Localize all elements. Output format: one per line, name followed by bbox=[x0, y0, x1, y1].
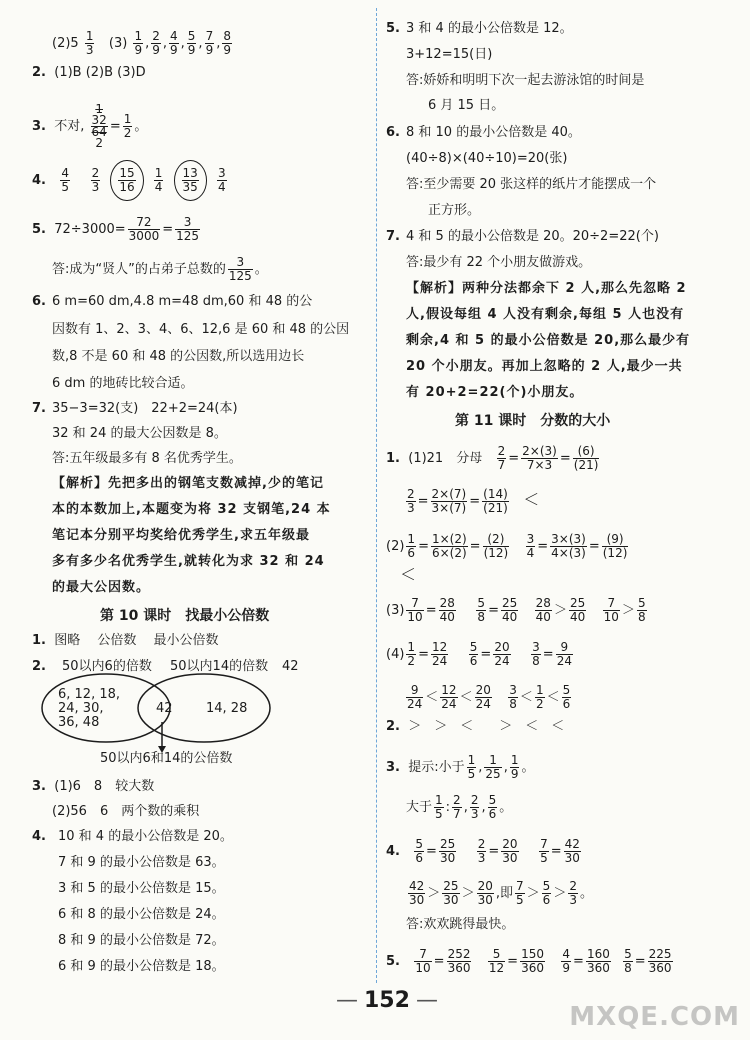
s11-line: $\frac{2}{3}$ = $\frac{2\times(7)}{3\times(7)}$ = $\frac{(14)}{(21)}$ ＜ bbox=[407, 487, 540, 515]
s11-answer-5: 5. $\frac{7}{10}$ = $\frac{252}{360}$ $\frac{5}{12}$ = $\frac{150}{360}$ $\frac{4}{9}$ = $\frac{160}{360}$ $\frac{5}{8}$ = $\frac{225}{360}$ bbox=[386, 947, 672, 975]
r7-line: 答:最少有 22 个小朋友做游戏。 bbox=[406, 255, 592, 270]
answer-6-line: 6 m=60 dm,4.8 m=48 dm,60 和 48 的公 bbox=[52, 294, 313, 309]
venn-right-set: 14, 28 bbox=[206, 701, 248, 716]
s11-answer-2: 2. ＞ ＞ ＜ ＞ ＜ ＜ bbox=[386, 719, 565, 734]
s10-answer-3b: (2)56 6 两个数的乘积 bbox=[52, 804, 200, 819]
analysis-line: 的最大公因数。 bbox=[52, 580, 151, 595]
s10-answer-3: 3. (1)6 8 较大数 bbox=[32, 779, 155, 794]
r6-line: 8 和 10 的最小公倍数是 40。 bbox=[406, 125, 581, 140]
lcm-line: 8 和 9 的最小公倍数是 72。 bbox=[58, 933, 225, 948]
analysis-line: 多有多少名优秀学生,就转化为求 32 和 24 bbox=[52, 554, 325, 569]
r5-line: 3 和 4 的最小公倍数是 12。 bbox=[406, 21, 573, 36]
lcm-line: 3 和 5 的最小公倍数是 15。 bbox=[58, 881, 225, 896]
r6-line: (40÷8)×(40÷10)=20(张) bbox=[406, 151, 568, 166]
analysis-line: 【解析】先把多出的钢笔支数减掉,少的笔记 bbox=[52, 476, 324, 491]
venn-left-set: 24, 30, bbox=[58, 701, 104, 716]
answer-5: 5. 72÷3000= $\frac{72}{3000}$ = $\frac{3}{125}$ bbox=[32, 215, 200, 243]
answer-5-conclusion: 答:成为“贤人”的占弟子总数的 $\frac{3}{125}$ 。 bbox=[52, 255, 268, 283]
answer-6-line: 因数有 1、2、3、4、6、12,6 是 60 和 48 的公因 bbox=[52, 322, 350, 337]
venn-label-14: 50以内14的倍数 bbox=[170, 659, 269, 674]
s11-answer-3: 3. 提示:小于 $\frac{1}{5}$ , $\frac{1}{25}$ , $\frac{1}{9}$ 。 bbox=[386, 753, 535, 781]
venn-label-6: 50以内6的倍数 bbox=[62, 659, 152, 674]
s11-answer-4: 4. $\frac{5}{6}$ = $\frac{25}{30}$ $\frac{2}{3}$ = $\frac{20}{30}$ $\frac{7}{5}$ = $\frac{42}{30}$ bbox=[386, 837, 580, 865]
answer-7-line: 32 和 24 的最大公因数是 8。 bbox=[52, 426, 227, 441]
answer-3: 3. 不对, 1 32 64 2 = $\frac{1}{2}$ 。 bbox=[32, 102, 148, 150]
venn-middle: 42 bbox=[156, 701, 173, 716]
section-heading-11: 第 11 课时 分数的大小 bbox=[455, 413, 611, 429]
answer-7-line: 35−3=32(支) 22+2=24(本) bbox=[52, 401, 238, 416]
s11-answer-1: 1. (1)21 分母 $\frac{2}{7}$ = $\frac{2\times(3)}{7\times 3}$ = $\frac{(6)}{(21)}$ bbox=[386, 444, 599, 472]
analysis-line: 笔记本分别平均奖给优秀学生,求五年级最 bbox=[52, 528, 310, 543]
analysis-line: 20 个小朋友。再加上忽略的 2 人,最少一共 bbox=[406, 359, 683, 374]
s10-answer-4-number: 4. bbox=[32, 829, 46, 844]
analysis-line: 人,假设每组 4 人没有剩余,每组 5 人也没有 bbox=[406, 307, 685, 322]
circled-fraction: $\frac{15}{16}$ bbox=[110, 160, 143, 201]
analysis-line: 有 20+2=22(个)小朋友。 bbox=[406, 385, 584, 400]
s11-line: $\frac{42}{30}$ ＞ $\frac{25}{30}$ ＞ $\frac{20}{30}$ ,即 $\frac{7}{5}$ ＞ $\frac{5}{6}$ ＞ $\frac{2}{3}$ 。 bbox=[409, 879, 593, 907]
analysis-line: 剩余,4 和 5 的最小公倍数是 20,那么最少有 bbox=[406, 333, 691, 348]
answer-6-number: 6. bbox=[32, 294, 46, 309]
r5-line: 3+12=15(日) bbox=[406, 47, 493, 62]
s11-line: (4) $\frac{1}{2}$ = $\frac{12}{24}$ $\frac{5}{6}$ = $\frac{20}{24}$ $\frac{3}{8}$ = $\frac{9}{24}$ bbox=[386, 640, 572, 668]
watermark: MXQE.COM bbox=[569, 1002, 740, 1032]
s10-answer-2-number: 2. bbox=[32, 659, 46, 674]
venn-caption: 50以内6和14的公倍数 bbox=[100, 751, 233, 766]
r5-line: 6 月 15 日。 bbox=[428, 98, 505, 113]
circled-fraction: $\frac{13}{35}$ bbox=[174, 160, 207, 201]
s11-line: (3) $\frac{7}{10}$ = $\frac{28}{40}$ $\frac{5}{8}$ = $\frac{25}{40}$ $\frac{28}{40}$ ＞ $\frac{25}{40}$ $\frac{7}{10}$ ＞ $\frac{5}{8}$ bbox=[386, 596, 646, 624]
lcm-line: 10 和 4 的最小公倍数是 20。 bbox=[58, 829, 233, 844]
answer-6-line: 数,8 不是 60 和 48 的公因数,所以选用边长 bbox=[52, 349, 305, 364]
venn-left-set: 6, 12, 18, bbox=[58, 687, 121, 702]
column-divider bbox=[376, 8, 377, 983]
s11-line: (2) $\frac{1}{6}$ = $\frac{1\times(2)}{6\times(2)}$ = $\frac{(2)}{(12)}$ $\frac{3}{4}$ = $\frac{3\times(3)}{4\times(3)}$ = $\frac{(9)}{(12)}$ bbox=[386, 532, 628, 560]
lcm-line: 6 和 8 的最小公倍数是 24。 bbox=[58, 907, 225, 922]
analysis-line: 本的本数加上,本题变为将 32 支钢笔,24 本 bbox=[52, 502, 331, 517]
answer-line: (2)5 $\frac{1}{3}$ (3) $\frac{1}{9}$ , $\frac{2}{9}$ , $\frac{4}{9}$ , $\frac{5}{9}$ , $\frac{7}{9}$ , $\frac{8}{9}$ bbox=[52, 29, 231, 57]
answer-6-number: 6. bbox=[386, 125, 400, 140]
page-number: — 152 — bbox=[336, 988, 438, 1013]
s11-answer-3b: 大于 $\frac{1}{5}$ : $\frac{2}{7}$ , $\frac{2}{3}$ , $\frac{5}{6}$ 。 bbox=[406, 793, 513, 821]
answer-7-line: 答:五年级最多有 8 名优秀学生。 bbox=[52, 451, 242, 466]
s11-line: $\frac{9}{24}$ ＜ $\frac{12}{24}$ ＜ $\frac{20}{24}$ $\frac{3}{8}$ ＜ $\frac{1}{2}$ ＜ $\frac{5}{6}$ bbox=[407, 683, 571, 711]
analysis-line: 【解析】两种分法都余下 2 人,那么先忽略 2 bbox=[406, 281, 687, 296]
answer-5-number: 5. bbox=[386, 21, 400, 36]
s10-answer-1: 1. 图略 公倍数 最小公倍数 bbox=[32, 633, 219, 648]
r6-line: 正方形。 bbox=[428, 203, 481, 218]
venn-left-set: 36, 48 bbox=[58, 715, 100, 730]
answer-7-number: 7. bbox=[32, 401, 46, 416]
r6-line: 答:至少需要 20 张这样的纸片才能摆成一个 bbox=[406, 177, 657, 192]
answer-7-number: 7. bbox=[386, 229, 400, 244]
lcm-line: 7 和 9 的最小公倍数是 63。 bbox=[58, 855, 225, 870]
venn-extra-answer: 42 bbox=[282, 659, 299, 674]
lcm-line: 6 和 9 的最小公倍数是 18。 bbox=[58, 959, 225, 974]
answer-6-line: 6 dm 的地砖比较合适。 bbox=[52, 376, 194, 391]
s11-line: ＜ bbox=[400, 565, 417, 584]
answer-2: 2. (1)B (2)B (3)D bbox=[32, 65, 146, 80]
r5-line: 答:娇娇和明明下次一起去游泳馆的时间是 bbox=[406, 73, 645, 88]
s11-answer-4-conclusion: 答:欢欢跳得最快。 bbox=[406, 917, 515, 932]
answer-4: 4. $\frac{4}{5}$ $\frac{2}{3}$ $\frac{15}{16}$ $\frac{1}{4}$ $\frac{13}{35}$ $\frac{3}{4}$ bbox=[32, 160, 229, 201]
r7-line: 4 和 5 的最小公倍数是 20。20÷2=22(个) bbox=[406, 229, 659, 244]
section-heading-10: 第 10 课时 找最小公倍数 bbox=[100, 608, 270, 624]
